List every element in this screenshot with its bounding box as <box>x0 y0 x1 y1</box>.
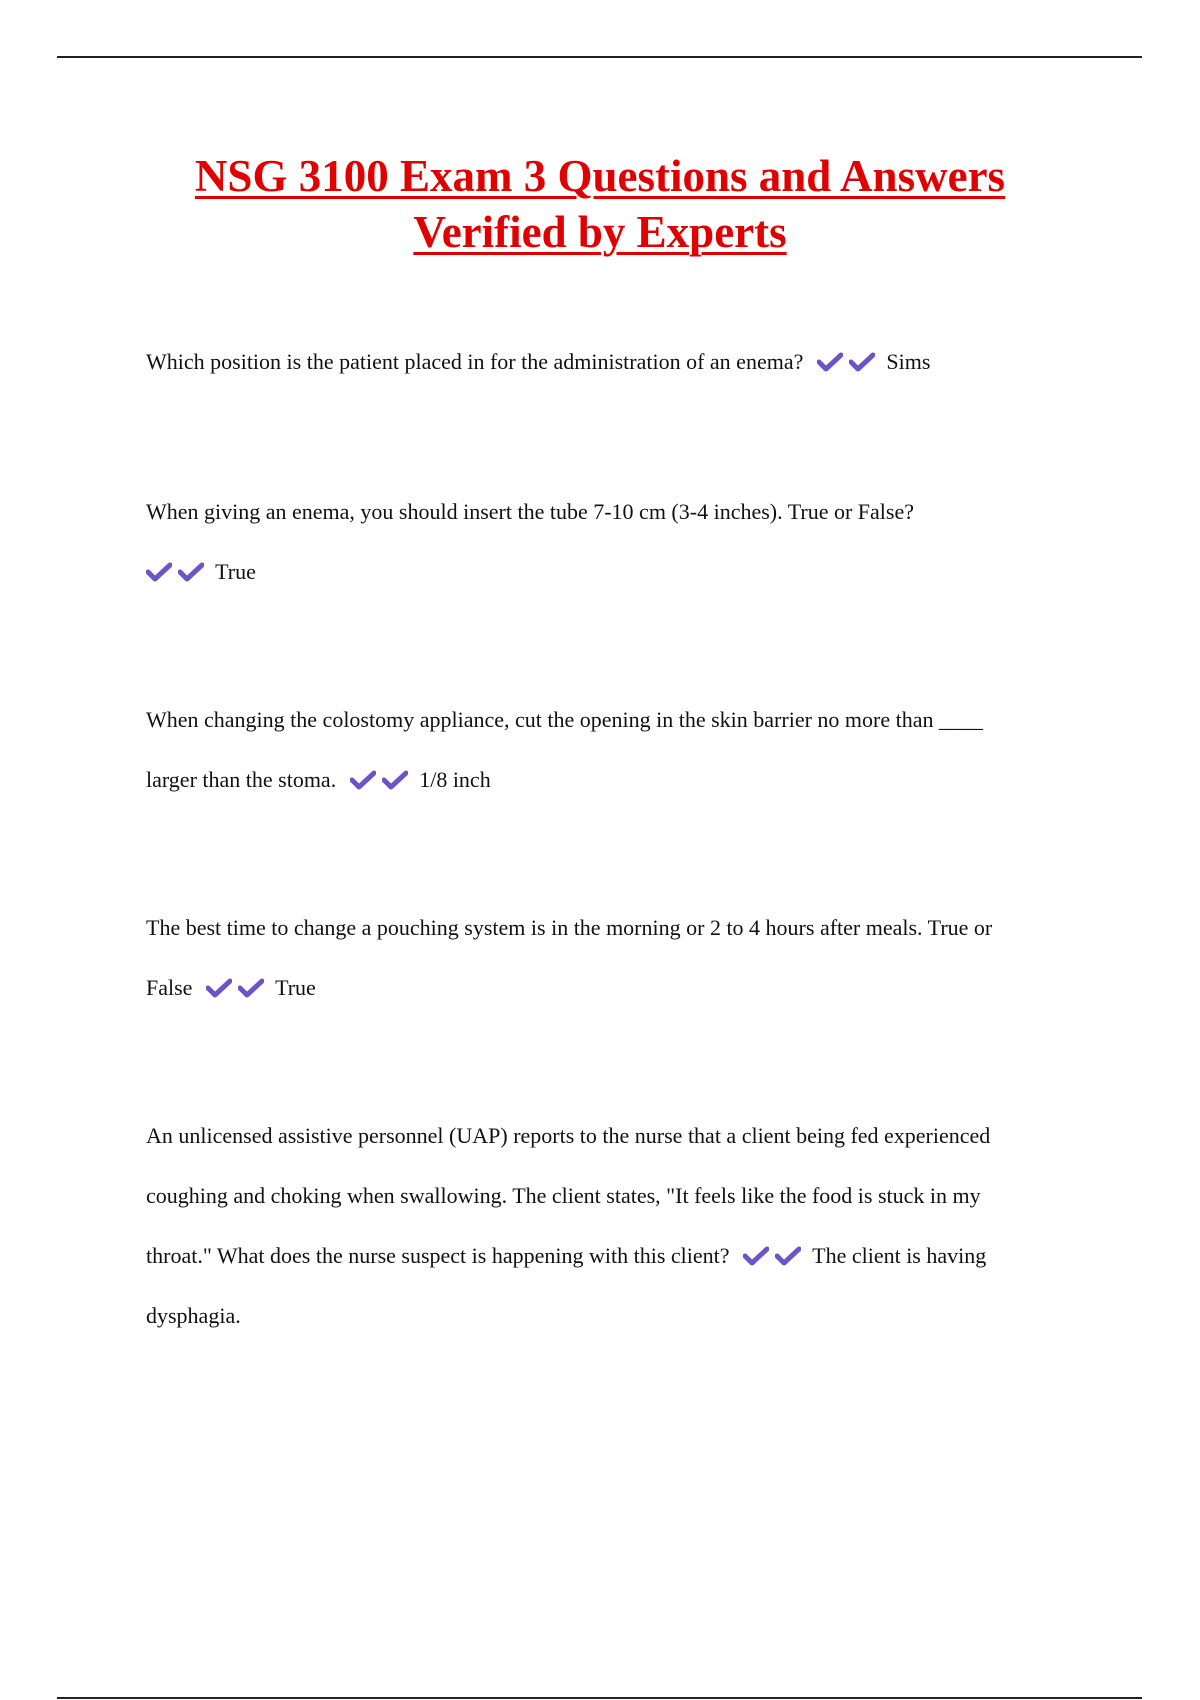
answer-text: 1/8 inch <box>419 767 491 792</box>
checkmark-icon <box>350 770 376 790</box>
qa-line <box>146 1106 1086 1166</box>
answer-text: True <box>275 975 316 1000</box>
qa-item-5 <box>146 1106 1086 1346</box>
qa-item-4 <box>146 898 1086 1018</box>
question-text: When changing the colostomy appliance, cut the opening in the skin barrier no more than ____ <box>146 707 983 732</box>
answer-text: dysphagia. <box>146 1303 241 1328</box>
checkmark-icon <box>849 352 875 372</box>
question-text: False <box>146 975 193 1000</box>
qa-line <box>146 542 1086 602</box>
qa-line <box>146 332 1086 392</box>
question-text: coughing and choking when swallowing. The client states, "It feels like the food is stuck in my <box>146 1183 981 1208</box>
qa-line <box>146 1226 1086 1286</box>
answer-text: The client is having <box>812 1243 987 1268</box>
qa-line <box>146 1166 1086 1226</box>
qa-line <box>146 690 1086 750</box>
qa-line <box>146 750 1086 810</box>
qa-line <box>146 958 1086 1018</box>
answer-text: Sims <box>886 349 931 374</box>
qa-item-3 <box>146 690 1086 810</box>
question-text: Which position is the patient placed in for the administration of an enema? <box>146 349 804 374</box>
check-pair <box>206 975 275 1000</box>
checkmark-icon <box>382 770 408 790</box>
qa-line <box>146 1286 1086 1346</box>
bottom-rule <box>57 1697 1142 1699</box>
checkmark-icon <box>146 562 172 582</box>
checkmark-icon <box>743 1246 769 1266</box>
checkmark-icon <box>178 562 204 582</box>
question-text: When giving an enema, you should insert the tube 7-10 cm (3-4 inches). True or False? <box>146 499 915 524</box>
question-text: An unlicensed assistive personnel (UAP) reports to the nurse that a client being fed experienced <box>146 1123 991 1148</box>
check-pair <box>743 1243 812 1268</box>
checkmark-icon <box>206 978 232 998</box>
question-text: The best time to change a pouching system is in the morning or 2 to 4 hours after meals. True or <box>146 915 993 940</box>
check-pair <box>817 349 887 374</box>
check-pair <box>146 559 215 584</box>
checkmark-icon <box>817 352 843 372</box>
qa-line <box>146 482 1086 542</box>
qa-item-2 <box>146 482 1086 602</box>
top-rule <box>57 56 1142 58</box>
answer-text: True <box>215 559 256 584</box>
question-text: throat." What does the nurse suspect is happening with this client? <box>146 1243 730 1268</box>
document-title <box>100 148 1100 260</box>
checkmark-icon <box>775 1246 801 1266</box>
title-line-1: NSG 3100 Exam 3 Questions and Answers <box>194 151 1006 201</box>
qa-item-1 <box>146 332 1086 392</box>
check-pair <box>350 767 420 792</box>
qa-line <box>146 898 1086 958</box>
question-text: larger than the stoma. <box>146 767 337 792</box>
title-line-2: Verified by Experts <box>413 207 787 257</box>
checkmark-icon <box>238 978 264 998</box>
